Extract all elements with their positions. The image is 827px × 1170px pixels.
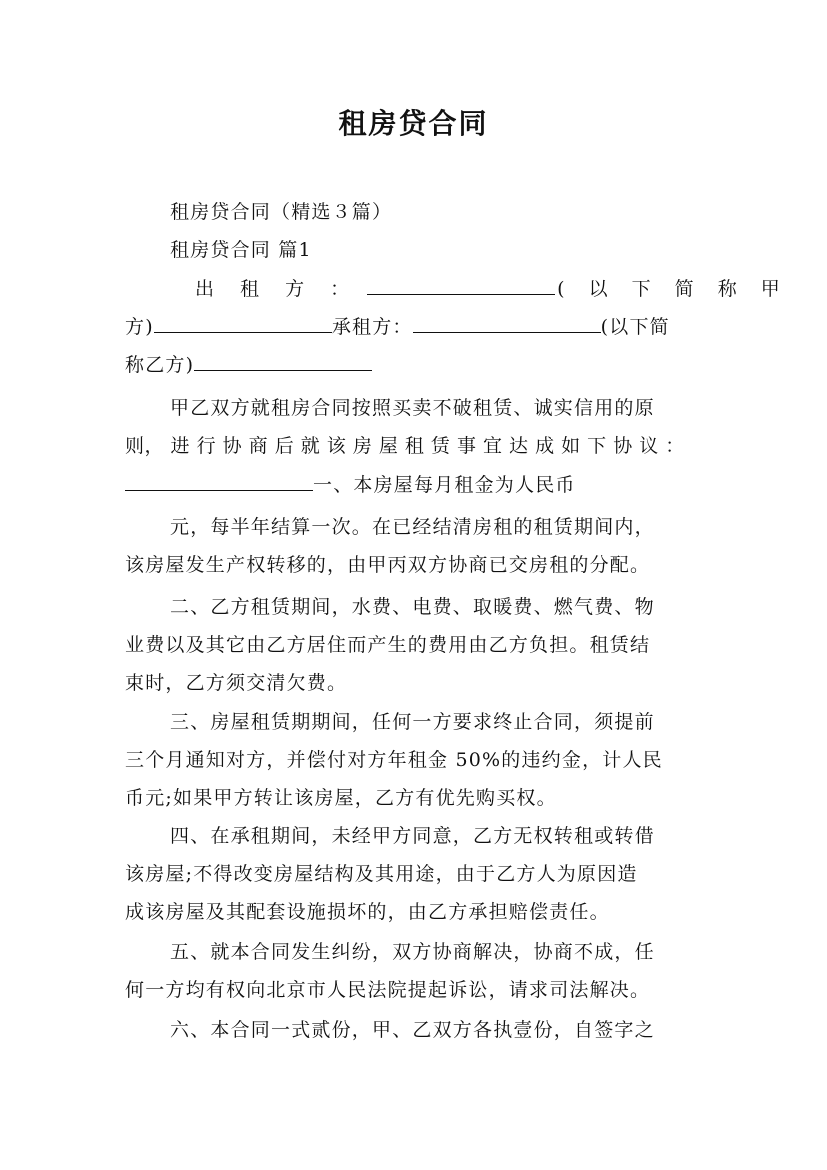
paragraph-line: 则， 进 行 协 商 后 就 该 房 屋 租 赁 事 宜 达 成 如 下 协 议 ： <box>125 435 685 457</box>
rent-amount-blank[interactable] <box>125 470 313 491</box>
paragraph-line: 何一方均有权向北京市人民法院提起诉讼，请求司法解决。 <box>125 979 651 1001</box>
paragraph-line: 该房屋发生产权转移的，由甲丙双方协商已交房租的分配。 <box>125 554 651 576</box>
paragraph-line: 三、房屋租赁期期间，任何一方要求终止合同，须提前 <box>170 711 655 733</box>
paragraph-line: 甲乙双方就租房合同按照买卖不破租赁、诚实信用的原 <box>170 397 655 419</box>
lessee-suffix: (以下简 <box>600 316 670 338</box>
paragraph-line: 元，每半年结算一次。在已经结清房租的租赁期间内， <box>170 516 655 538</box>
lessee-label: 承租方： <box>331 316 413 338</box>
rent-clause: 一、本房屋每月租金为人民币 <box>313 474 576 496</box>
lessor-name-blank[interactable] <box>367 274 555 295</box>
lessor-label: 出 租 方 ： <box>195 278 360 300</box>
lessor-suffix: ( 以 下 简 称 甲 <box>557 278 789 300</box>
lessor-extra-blank[interactable] <box>154 312 332 333</box>
paragraph-line: 六、本合同一式贰份，甲、乙双方各执壹份，自签字之 <box>170 1019 655 1041</box>
paragraph-line: 该房屋;不得改变房屋结构及其用途，由于乙方人为原因造 <box>125 863 638 885</box>
document-title: 租房贷合同 <box>338 107 489 140</box>
document-subtitle: 租房贷合同（精选３篇） <box>170 201 393 223</box>
lessor-suffix-end: 方) <box>125 316 154 338</box>
lessee-extra-blank[interactable] <box>194 350 372 371</box>
lessor-line <box>195 274 789 303</box>
lessee-suffix-end: 称乙方) <box>125 354 195 376</box>
paragraph-line: 业费以及其它由乙方居住而产生的费用由乙方负担。租赁结 <box>125 634 651 656</box>
rent-line <box>125 470 715 499</box>
lessee-line-end <box>125 350 715 379</box>
section-heading: 租房贷合同 篇1 <box>170 239 312 261</box>
lessee-line <box>125 312 715 341</box>
paragraph-line: 二、乙方租赁期间，水费、电费、取暖费、燃气费、物 <box>170 596 655 618</box>
paragraph-line: 成该房屋及其配套设施损坏的，由乙方承担赔偿责任。 <box>125 901 610 923</box>
paragraph-line: 四、在承租期间，未经甲方同意，乙方无权转租或转借 <box>170 825 655 847</box>
lessee-name-blank[interactable] <box>413 312 601 333</box>
paragraph-line: 币元;如果甲方转让该房屋，乙方有优先购买权。 <box>125 787 557 809</box>
paragraph-line: 五、就本合同发生纠纷，双方协商解决，协商不成，任 <box>170 941 655 963</box>
paragraph-line: 三个月通知对方，并偿付对方年租金 50%的违约金，计人民 <box>125 749 663 771</box>
paragraph-line: 束时，乙方须交清欠费。 <box>125 672 348 694</box>
